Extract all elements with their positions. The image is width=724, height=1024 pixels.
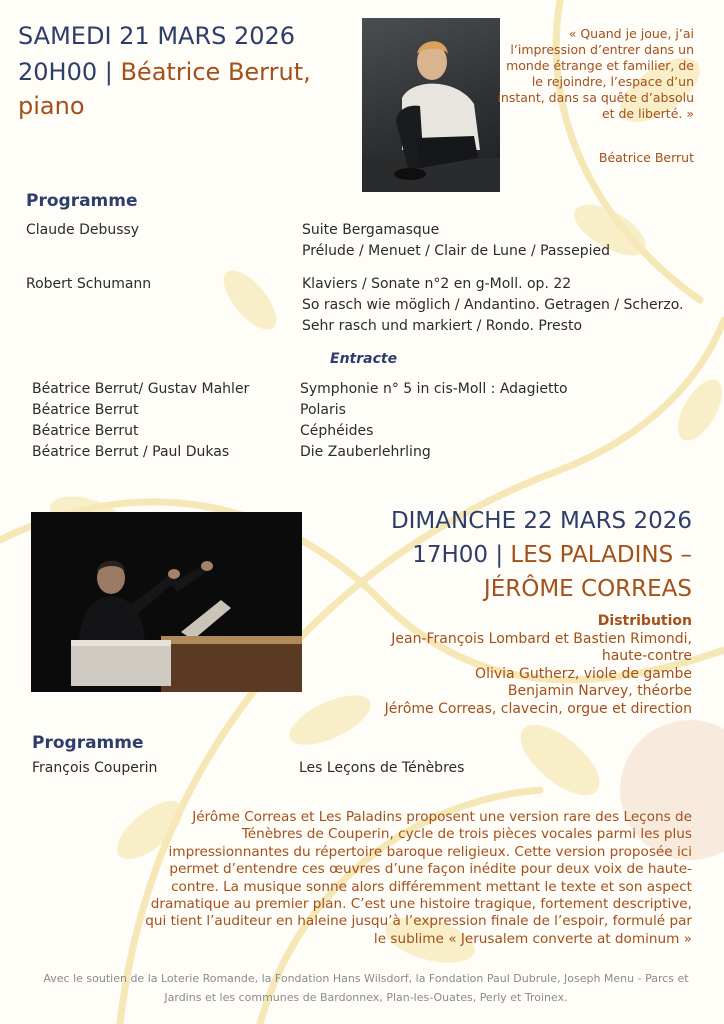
work-row: Céphéides <box>300 423 374 439</box>
programme-title-concert1: Programme <box>26 191 138 211</box>
work-schumann-movements-2: Sehr rasch und markiert / Rondo. Presto <box>302 318 583 334</box>
concert1-time: 20H00 <box>18 58 98 86</box>
composer-row: Béatrice Berrut <box>32 423 139 439</box>
conductor-photo-illustration <box>31 512 302 692</box>
concert2-separator: | <box>488 542 511 568</box>
distribution-line: Olivia Gutherz, viole de gambe <box>475 665 692 682</box>
work-debussy-movements: Prélude / Menuet / Clair de Lune / Passepied <box>302 243 610 259</box>
sponsors-line2: Jardins et les communes de Bardonnex, Plan-les-Ouates, Perly et Troinex. <box>164 991 568 1004</box>
distribution-title: Distribution <box>597 613 692 629</box>
work-row: Die Zauberlehrling <box>300 444 431 460</box>
artist-quote: « Quand je joue, j’ai l’impression d’entrer dans un monde étrange et familier, de le rejoindre, l’espace d’un instant, dans sa quête d’absolu et de liberté. » <box>497 26 694 121</box>
pianist-photo <box>362 18 500 192</box>
work-schumann-title: Klaviers / Sonate n°2 en g-Moll. op. 22 <box>302 276 572 292</box>
distribution-line: haute-contre <box>601 648 692 664</box>
concert2-time: 17H00 <box>412 542 489 568</box>
distribution-line: Jérôme Correas, clavecin, orgue et direction <box>384 700 692 717</box>
concert1-time-artist <box>18 55 311 89</box>
concert1-instrument: piano <box>18 92 85 120</box>
programme-title-concert2: Programme <box>32 733 144 753</box>
concert1-separator: | <box>97 58 121 86</box>
composer-debussy: Claude Debussy <box>26 222 140 238</box>
concert2-date: DIMANCHE 22 MARS 2026 <box>390 508 692 534</box>
composer-row: Béatrice Berrut / Paul Dukas <box>32 444 230 460</box>
composer-row: Béatrice Berrut <box>32 402 139 418</box>
distribution-line: Jean-François Lombard et Bastien Rimondi, <box>391 630 692 647</box>
sponsors-footer <box>36 969 696 1007</box>
composer-couperin: François Couperin <box>32 760 158 776</box>
concert1-date: SAMEDI 21 MARS 2026 <box>18 22 296 50</box>
concert2-ensemble-line1: LES PALADINS – <box>510 542 692 568</box>
conductor-photo <box>31 512 302 692</box>
quote-author: Béatrice Berrut <box>598 150 694 165</box>
work-row: Symphonie n° 5 in cis-Moll : Adagietto <box>300 381 568 397</box>
work-couperin: Les Leçons de Ténèbres <box>299 760 465 776</box>
entracte-label: Entracte <box>330 351 398 367</box>
work-schumann-movements-1: So rasch wie möglich / Andantino. Getragen / Scherzo. <box>302 297 684 313</box>
concert2-ensemble-line2: JÉRÔME CORREAS <box>483 576 692 602</box>
concert2-time-ensemble <box>412 538 692 572</box>
work-debussy-title: Suite Bergamasque <box>302 222 440 238</box>
composer-row: Béatrice Berrut/ Gustav Mahler <box>32 381 250 397</box>
distribution-line: Benjamin Narvey, théorbe <box>507 683 692 699</box>
work-row: Polaris <box>300 402 346 418</box>
concert2-description: Jérôme Correas et Les Paladins proposent une version rare des Leçons de Ténèbres de Couperin, cycle de trois pièces vocales parmi les plus impressionnantes du répertoire baroque religieux. Cette version proposée ici permet d’entendre ces œuvres d’une façon inédite pour deux voix de haute-contre. La musique sonne alors différemment mettant le texte et son aspect dramatique au premier plan. C’est une histoire tragique, fortement descriptive, qui tient l’auditeur en haleine jusqu’à l’expression finale de l’espoir, formulé par le sublime « Jerusalem converte at dominum » <box>145 809 692 947</box>
concert1-artist: Béatrice Berrut, <box>120 58 311 86</box>
sponsors-line1: Avec le soutien de la Loterie Romande, la Fondation Hans Wilsdorf, la Fondation Paul Dubrule, Joseph Menu - Parcs et <box>43 972 689 985</box>
composer-schumann: Robert Schumann <box>26 276 152 292</box>
pianist-photo-illustration <box>362 18 500 192</box>
distribution-block <box>332 613 692 718</box>
